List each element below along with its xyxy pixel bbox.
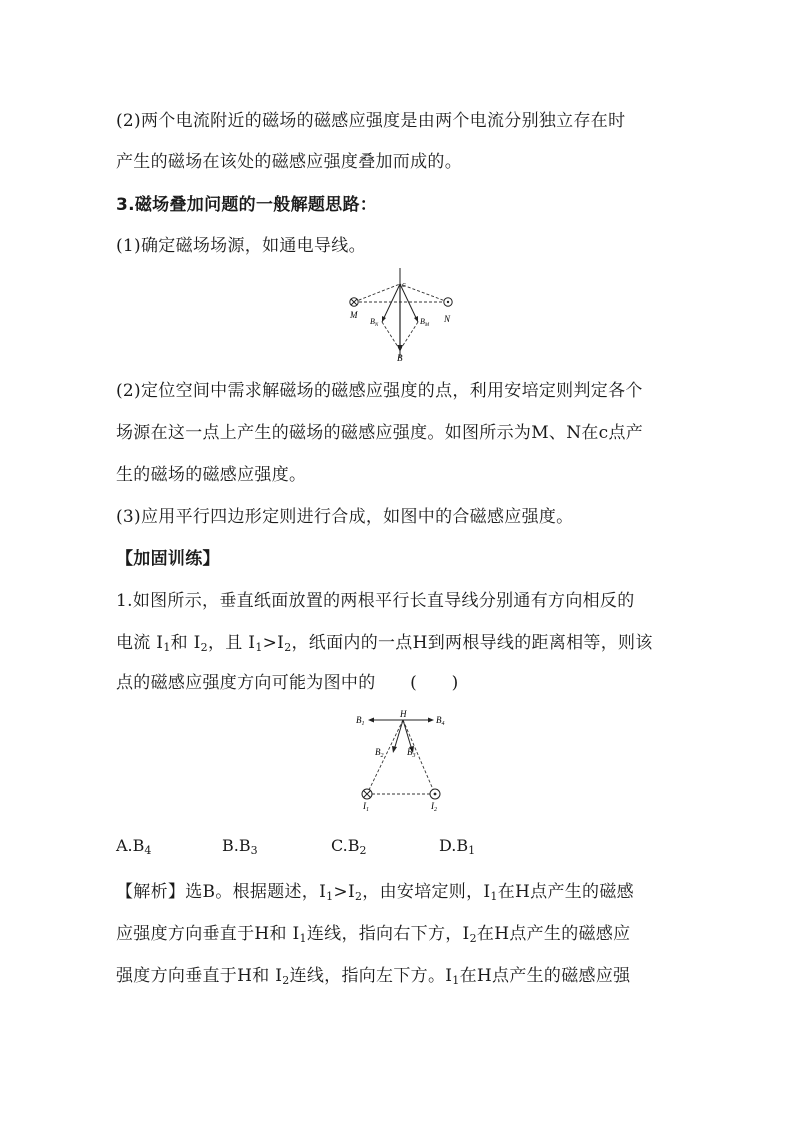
label-b: B: [397, 353, 403, 362]
svg-text:B2: $B_2$: [375, 747, 384, 759]
label-b3: B: [407, 747, 413, 757]
option-d: $D.B_1$: [439, 836, 476, 857]
option-c: $C.B_2$: [331, 836, 367, 857]
figure-wires-i1-i2: [352, 708, 452, 814]
label-h: H: [400, 709, 407, 719]
question-1-line-1: 1.如图所示，垂直纸面放置的两根平行长直导线分别通有方向相反的: [116, 591, 635, 611]
paragraph-line-2: 产生的磁场在该处的磁感应强度叠加而成的。: [116, 152, 462, 172]
svg-text:B1: $B_1$: [356, 715, 365, 727]
svg-text:I1: $I_1$: [363, 801, 369, 813]
step-2-text-1: (2)定位空间中需求解磁场的磁感应强度的点，利用安培定则判定各个: [116, 381, 643, 401]
practice-heading: 【加固训练】: [116, 549, 220, 569]
label-i1: I: [363, 801, 366, 811]
svg-text:BM: $B_M$: [420, 317, 430, 328]
option-b: $B.B_3$: [222, 836, 258, 857]
step-2-text-3: 生的磁场的磁感应强度。: [116, 465, 307, 485]
svg-text:BN: $B_N$: [370, 317, 379, 328]
solution-line-1: 【解析】选B。根据题述，$I_1>I_2$，由安培定则，$I_1$在H点产生的磁感: [116, 882, 634, 903]
label-n: N: [444, 314, 451, 324]
solution-line-3: 强度方向垂直于H和 $I_2$连线，指向左下方。$I_1$在H点产生的磁感应强: [116, 966, 631, 987]
svg-text:I2: $I_2$: [431, 801, 437, 813]
label-b1: B: [356, 715, 362, 725]
step-1-text: (1)确定磁场场源，如通电导线。: [116, 236, 366, 256]
question-1-line-3: 点的磁感应强度方向可能为图中的 ( ): [116, 673, 459, 693]
step-2-text-2: 场源在这一点上产生的磁场的磁感应强度。如图所示为M、N在c点产: [116, 423, 644, 443]
solution-line-2: 应强度方向垂直于H和 $I_1$连线，指向右下方，$I_2$在H点产生的磁感应: [116, 924, 631, 945]
question-1-line-2: 电流 $I_1$和 $I_2$，且 $I_1>I_2$，纸面内的一点H到两根导线的距离相等，则该: [116, 633, 653, 654]
paragraph-line-1: (2)两个电流附近的磁场的磁感应强度是由两个电流分别独立存在时: [116, 111, 626, 131]
section-heading: 3.磁场叠加问题的一般解题思路：: [116, 195, 378, 215]
label-m: M: [350, 310, 358, 320]
figure-magnetic-superposition-mn: [344, 266, 460, 362]
option-a: $A.B_4$: [116, 836, 152, 857]
label-i2: I: [431, 801, 434, 811]
step-3-text: (3)应用平行四边形定则进行合成，如图中的合磁感应强度。: [116, 507, 574, 527]
svg-text:B3: $B_3$: [407, 747, 416, 759]
label-bn: B: [370, 317, 375, 326]
label-b2: B: [375, 747, 381, 757]
label-bm: B: [420, 317, 425, 326]
label-b4: B: [436, 715, 442, 725]
label-c: c: [402, 280, 406, 289]
svg-text:B4: $B_4$: [436, 715, 445, 727]
